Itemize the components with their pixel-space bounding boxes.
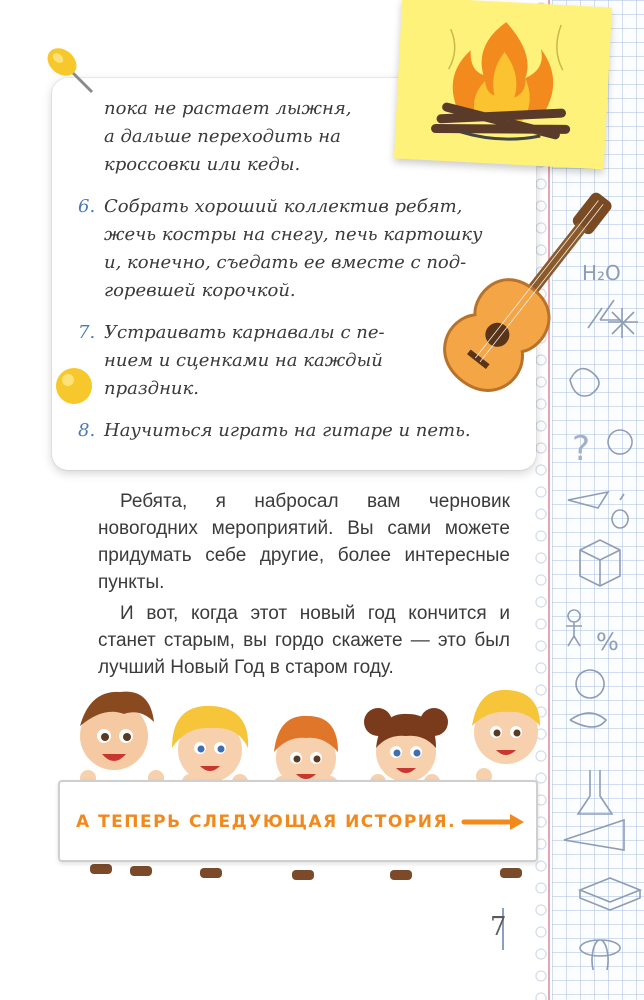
campfire-illustration [415,8,592,157]
body-text [98,488,510,681]
sign-board [58,780,538,862]
paragraph: Ребята, я набросал вам черновик новогодних мероприятий. Вы сами можете придумать себе другие, более интересные пункты. [98,491,510,593]
paragraph: И вот, когда этот новый год кончится и станет старым, вы гордо скажете — это был лучший Новый Год в старом году. [98,603,510,678]
next-story-caption: А ТЕПЕРЬ СЛЕДУЮЩАЯ ИСТОРИЯ. [76,812,457,832]
text-line: кроссовки или кеды. [104,154,301,175]
guitar-illustration [430,178,630,408]
text-line: жечь костры на снегу, печь картошку [104,224,483,245]
page-number: 7 [490,912,507,942]
svg-text:%: % [596,628,619,656]
list-item-number: 8. [78,420,96,441]
text-line: Устраивать карнавалы с пе- [104,322,385,343]
text-line: а дальше переходить на [104,126,341,147]
pushpin-icon [40,40,98,98]
text-line: нием и сценками на каждый [104,350,383,371]
text-line: Собрать хороший коллектив ребят, [104,196,463,217]
list-item-number: 6. [78,196,96,217]
svg-text:H₂O: H₂O [582,261,621,285]
text-line: праздник. [104,378,199,399]
text-line: и, конечно, съедать ее вместе с под- [104,252,467,273]
text-line: горевшей корочкой. [104,280,296,301]
sticky-note [394,0,612,169]
arrow-right-icon [460,810,530,834]
svg-text:?: ? [572,429,591,469]
pushpin-head-icon [52,364,96,408]
text-line: Научиться играть на гитаре и петь. [104,420,471,441]
text-line: пока не растает лыжня, [104,98,352,119]
list-item-number: 7. [78,322,96,343]
list-item-8 [78,417,518,445]
